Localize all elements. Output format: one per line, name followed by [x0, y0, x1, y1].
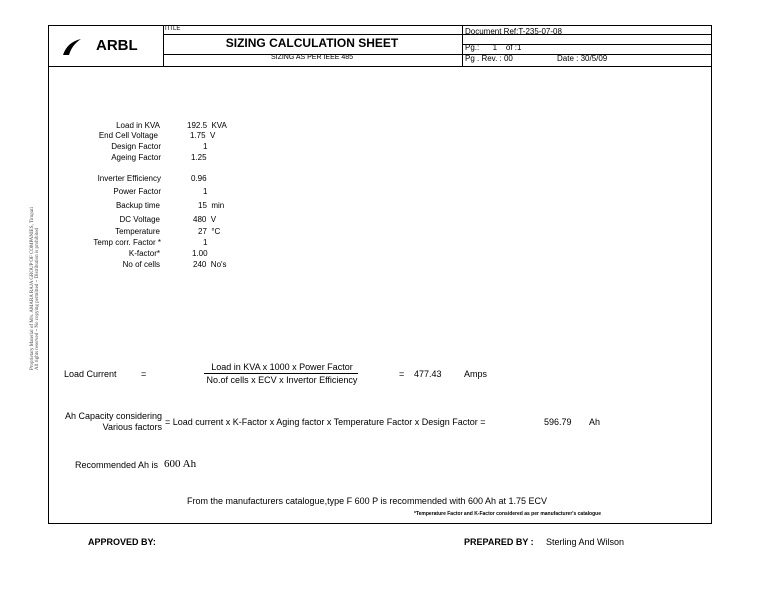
sheet-title: SIZING CALCULATION SHEET: [225, 36, 399, 50]
load-current-value: 477.43: [414, 369, 442, 379]
page-revision: Pg . Rev. : 00: [465, 54, 513, 63]
company-name: ARBL: [96, 37, 138, 54]
ah-capacity-label-line1: Ah Capacity considering: [64, 411, 162, 421]
load-current-label: Load Current: [64, 369, 117, 379]
param-label-design-factor: Design Factor: [111, 142, 161, 151]
param-label-backup-time: Backup time: [115, 201, 160, 210]
side-text-line2: All rights reserved ~ No copying permitted ~ Distribution is prohibited: [35, 227, 40, 370]
param-label-no-of-cells: No of cells: [122, 260, 160, 269]
ah-capacity-formula: = Load current x K-Factor x Aging factor x Temperature Factor x Design Factor =: [165, 417, 486, 427]
sheet-subtitle: SIZING AS PER IEEE 485: [270, 54, 354, 61]
load-current-denominator: No.of cells x ECV x Invertor Efficiency: [206, 375, 358, 385]
header-bottom-rule: [49, 66, 711, 67]
title-rule-1: [163, 34, 711, 35]
recommended-label: Recommended Ah is: [75, 460, 159, 470]
param-value-no-of-cells: 240 No's: [193, 260, 227, 269]
ah-capacity-unit: Ah: [589, 417, 601, 427]
param-value-temperature: 27 °C: [198, 227, 221, 236]
recommended-value: 600 Ah: [164, 458, 197, 470]
param-label-ageing-factor: Ageing Factor: [111, 153, 161, 162]
param-value-temp-corr-factor: 1: [203, 238, 208, 247]
param-label-end-cell-voltage: End Cell Voltage: [98, 131, 158, 140]
ah-capacity-value: 596.79: [544, 417, 572, 427]
load-current-equals: =: [141, 369, 147, 379]
document-ref: Document Ref:T-235-07-08: [465, 27, 562, 36]
param-value-end-cell-voltage: 1.75 V: [190, 131, 216, 140]
load-current-fraction-bar: [204, 373, 358, 374]
title-label: TITLE: [164, 26, 181, 32]
param-label-temp-corr-factor: Temp corr. Factor *: [93, 238, 161, 247]
prepared-by-value: Sterling And Wilson: [546, 537, 625, 547]
param-value-k-factor: 1.00: [192, 249, 208, 258]
prepared-by-label: PREPARED BY :: [464, 537, 534, 547]
load-current-unit: Amps: [464, 369, 488, 379]
calculation-sheet: [48, 25, 712, 524]
param-label-k-factor: K-factor*: [128, 249, 160, 258]
arbl-logo-icon: [60, 36, 84, 58]
param-label-load-kva: Load in KVA: [116, 121, 160, 130]
ah-capacity-label-line2: Various factors: [102, 422, 162, 432]
load-current-numerator: Load in KVA x 1000 x Power Factor: [211, 362, 353, 372]
side-text-line1: Proprietary Material of M/s. AMARA RAJA GROUP OF COMPANIES, Tirupati: [30, 207, 35, 370]
side-proprietary-text: [30, 207, 40, 370]
param-label-temperature: Temperature: [115, 227, 160, 236]
page-number: Pg.: 1 of :1: [465, 43, 522, 52]
conclusion-text: From the manufacturers catalogue,type F 600 P is recommended with 600 Ah at 1.75 ECV: [187, 496, 548, 506]
load-current-equals-result: =: [399, 369, 405, 379]
param-value-dc-voltage: 480 V: [193, 215, 217, 224]
param-value-inverter-efficiency: 0.96: [191, 174, 207, 183]
param-value-backup-time: 15 min: [198, 201, 225, 210]
param-label-inverter-efficiency: Inverter Efficiency: [97, 174, 161, 183]
header-divider-right: [462, 26, 463, 66]
approved-by-label: APPROVED BY:: [88, 537, 156, 547]
sheet-date: Date : 30/5/09: [557, 54, 608, 63]
param-label-dc-voltage: DC Voltage: [119, 215, 160, 224]
param-value-load-kva: 192.5 KVA: [187, 121, 227, 130]
param-label-power-factor: Power Factor: [113, 187, 161, 196]
param-value-design-factor: 1: [203, 142, 208, 151]
param-value-ageing-factor: 1.25: [191, 153, 207, 162]
footnote-text: *Temperature Factor and K-Factor considered as per manufacturer's catalogue: [414, 511, 601, 517]
param-value-power-factor: 1: [203, 187, 208, 196]
